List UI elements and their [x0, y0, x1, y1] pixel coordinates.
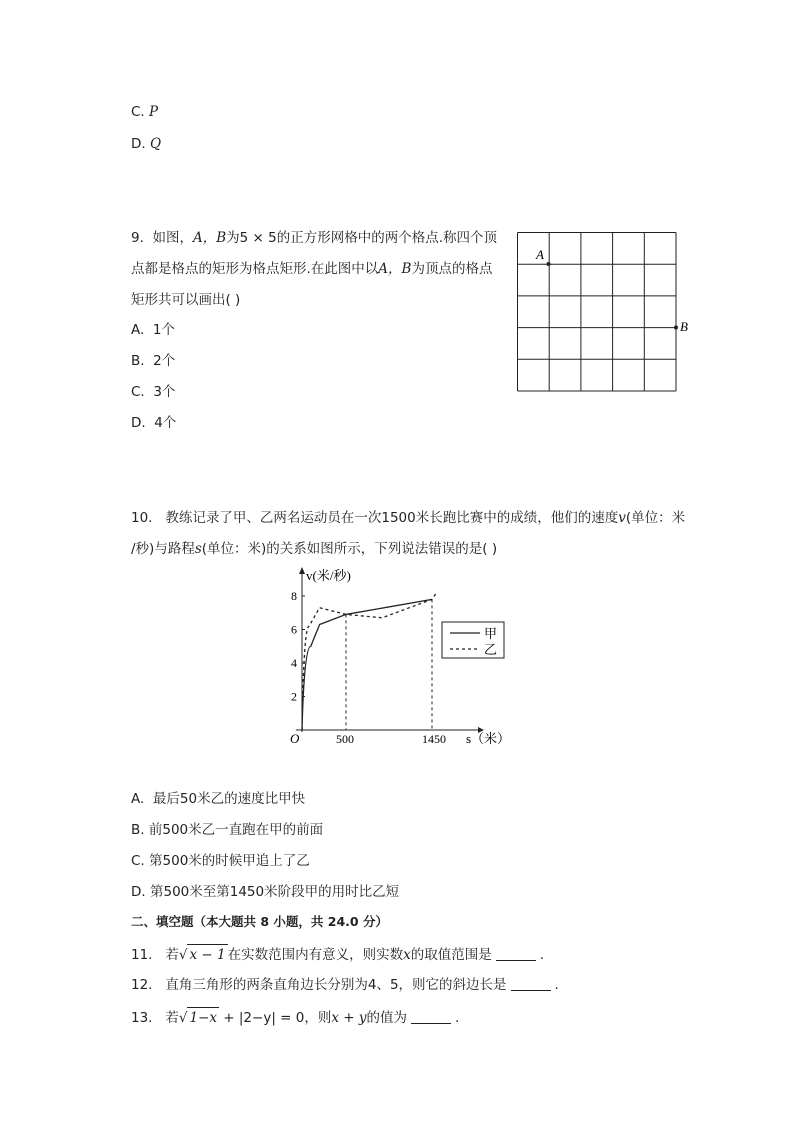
- y-axis-arrow: [299, 567, 305, 574]
- x-tick-label: 500: [336, 732, 354, 746]
- q8-option-d: D. Q: [131, 136, 162, 152]
- q10-stem-line2: /秒)与路程s(单位：米)的关系如图所示，下列说法错误的是( ): [131, 541, 498, 557]
- q12-answer-blank[interactable]: [511, 976, 551, 991]
- q10-stem-line1: 10. 教练记录了甲、乙两名运动员在一次1500米长跑比赛中的成绩，他们的速度v(单位：米: [131, 510, 686, 526]
- q12-stem: 12. 直角三角形的两条直角边长分别为4、5，则它的斜边长是 .: [131, 977, 559, 993]
- q10-option-a: A. 最后50米乙的速度比甲快: [131, 791, 306, 807]
- label-a: A: [536, 247, 544, 262]
- y-axis-label: v(米/秒): [306, 568, 351, 583]
- q10-option-b: B. 前500米乙一直跑在甲的前面: [131, 822, 324, 838]
- legend-label-yi: 乙: [484, 642, 498, 657]
- label-b: B: [680, 319, 688, 334]
- y-tick-label: 6: [291, 622, 297, 637]
- q9-option-a: A. 1个: [131, 322, 175, 338]
- q9-option-c: C. 3个: [131, 384, 176, 400]
- q9-option-d: D. 4个: [131, 415, 177, 431]
- q10-speed-chart: [280, 560, 520, 750]
- q11-stem: 11. 若√ x − 1 在实数范围内有意义，则实数x的取值范围是 .: [131, 944, 544, 965]
- q9-grid-figure: [510, 226, 700, 398]
- point-b: [674, 326, 678, 330]
- q11-answer-blank[interactable]: [496, 946, 536, 961]
- point-a: [547, 262, 551, 266]
- q9-stem-line1: 9. 如图，A，B为5 × 5的正方形网格中的两个格点.称四个顶: [131, 230, 498, 246]
- q9-option-b: B. 2个: [131, 353, 176, 369]
- q13-answer-blank[interactable]: [411, 1009, 451, 1024]
- q10-option-d: D. 第500米至第1450米阶段甲的用时比乙短: [131, 884, 400, 900]
- q8-option-c: C. P: [131, 104, 159, 120]
- series-yi-line: [302, 593, 437, 730]
- section-2-title: 二、填空题（本大题共 8 小题，共 24.0 分）: [131, 914, 388, 929]
- series-jia-line: [302, 599, 432, 730]
- q9-stem-line3: 矩形共可以画出( ): [131, 292, 241, 308]
- x-axis-label: s（米）: [466, 731, 511, 746]
- legend-label-jia: 甲: [484, 626, 498, 641]
- x-tick-label: 1450: [422, 732, 446, 746]
- y-tick-label: 4: [291, 656, 297, 670]
- y-tick-label: 2: [291, 689, 297, 704]
- y-tick-label: 8: [291, 589, 297, 603]
- q9-stem-line2: 点都是格点的矩形为格点矩形.在此图中以A，B为顶点的格点: [131, 261, 493, 277]
- q13-stem: 13. 若√ 1−x + |2−y| = 0，则x + y的值为 .: [131, 1007, 459, 1028]
- origin-label: O: [290, 731, 300, 746]
- q10-option-c: C. 第500米的时候甲追上了乙: [131, 853, 310, 869]
